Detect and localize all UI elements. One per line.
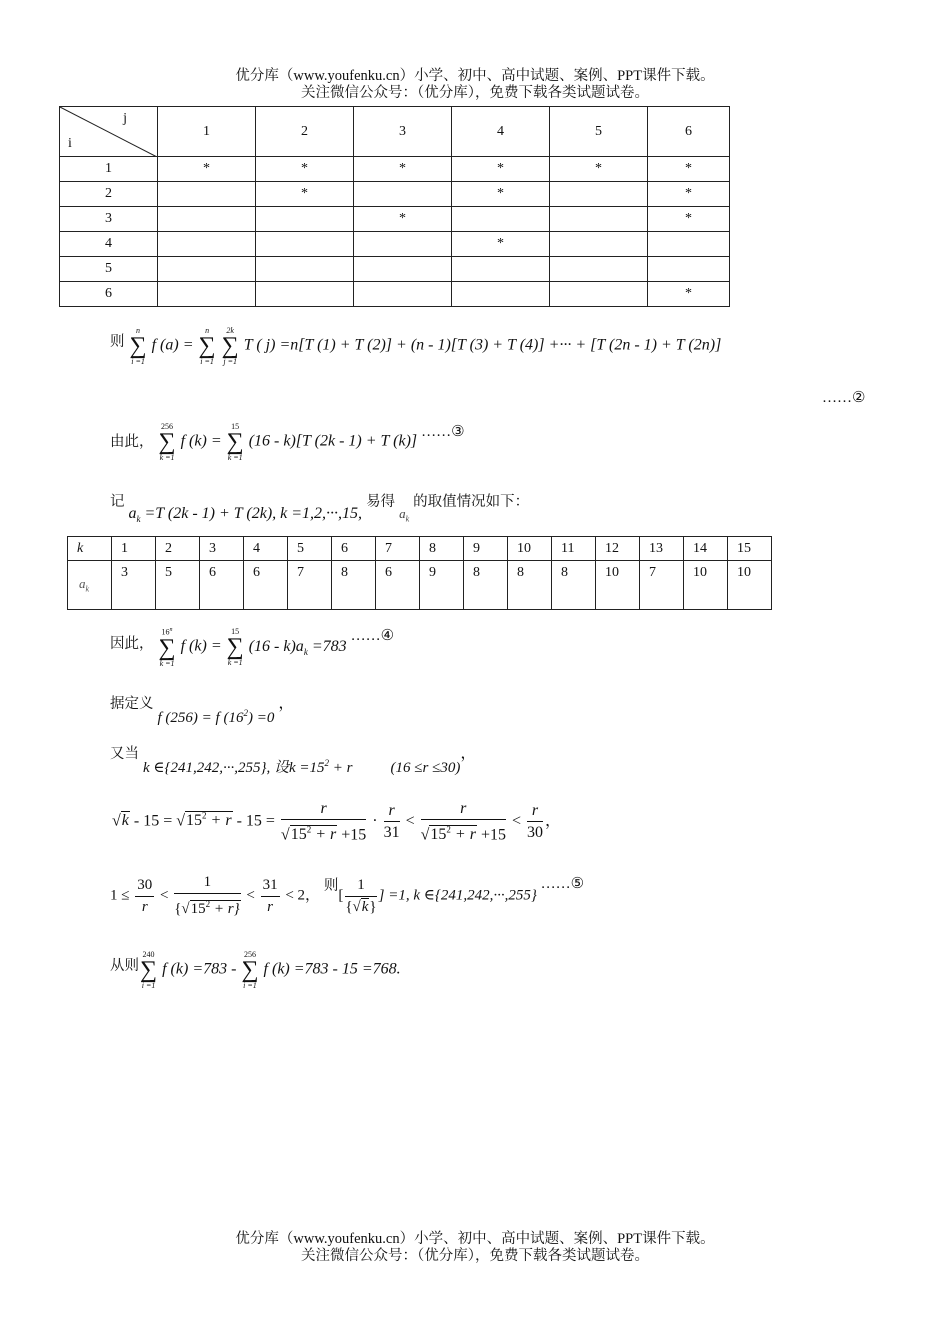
k-cell: 14 [684, 537, 728, 561]
row-label: 3 [60, 207, 158, 232]
cell [354, 232, 452, 257]
cell: * [648, 182, 730, 207]
col-header: 3 [354, 107, 452, 157]
k-cell: 11 [552, 537, 596, 561]
def-middle: 易得 [366, 494, 396, 510]
corner-cell [60, 107, 158, 157]
table-row [60, 207, 730, 232]
cell [256, 207, 354, 232]
cell: * [648, 157, 730, 182]
footer-line-2: 关注微信公众号：（优分库），免费下载各类试题试卷。 [301, 1248, 649, 1264]
table-row [60, 282, 730, 307]
sum-sign: 256 ∑ i =1 [241, 950, 259, 990]
cell [354, 257, 452, 282]
sum-sign: 256 ∑ k =1 [158, 422, 176, 462]
cell [550, 182, 648, 207]
table-row [60, 257, 730, 282]
marker-4: ……④ [350, 628, 395, 644]
def-ak: ak [399, 506, 410, 524]
ak-cell: 6 [376, 561, 420, 610]
ak-cell: 3 [112, 561, 156, 610]
cell [550, 207, 648, 232]
corner-diagonal [60, 107, 157, 157]
eq2-rhs: T ( j) =n[T (1) + T (2)] + (n - 1)[T (3) + T (4)] +··· + [T (2n - 1) + T (2n)] [243, 336, 722, 354]
cell [550, 282, 648, 307]
cell [550, 232, 648, 257]
eq5-suffix: ， [278, 695, 295, 712]
ak-cell: 7 [640, 561, 684, 610]
definition-line [110, 490, 530, 525]
row-label: 6 [60, 282, 158, 307]
cell [256, 232, 354, 257]
sqrt-k: √k [112, 812, 129, 830]
fraction: $\frac{r}{√15^2 + r +15}$ [280, 800, 367, 844]
less-than: < [246, 887, 255, 904]
cell: * [648, 207, 730, 232]
minus-15: - 15 = [129, 812, 173, 830]
k-cell: 13 [640, 537, 684, 561]
star-table [59, 106, 730, 307]
cell [452, 207, 550, 232]
table-row [60, 232, 730, 257]
sum-sign: 2k ∑ j =1 [221, 326, 239, 366]
eq4-term1: f (k) = [180, 637, 222, 655]
equation-3 [110, 422, 465, 462]
ak-cell: 9 [420, 561, 464, 610]
k-cell: 6 [332, 537, 376, 561]
cell [550, 257, 648, 282]
marker-5: ……⑤ [540, 876, 585, 892]
marker-3: ……③ [421, 424, 465, 440]
then: 则 [323, 878, 339, 894]
equation-k-range [110, 740, 477, 776]
cell [158, 232, 256, 257]
footer-line-1: 优分库（www.youfenku.cn）小学、初中、高中试题、案例、PPT课件下载。 [235, 1231, 715, 1247]
cell [158, 182, 256, 207]
page-header [0, 68, 950, 102]
cell [354, 182, 452, 207]
less-than: < [511, 812, 521, 830]
k-cell: 15 [728, 537, 772, 561]
sum-sign: n ∑ i =1 [198, 326, 216, 366]
cell: * [256, 157, 354, 182]
eq3-term1: f (k) = [180, 432, 222, 450]
dot: · [372, 812, 378, 830]
final-term1: f (k) =783 - [162, 960, 237, 978]
ak-cell: 7 [288, 561, 332, 610]
fraction: $\frac{31}{r}$ [262, 876, 278, 915]
k-cell: 2 [156, 537, 200, 561]
table-row [60, 182, 730, 207]
final-prefix: 从则 [110, 958, 139, 974]
page-footer [0, 1231, 950, 1265]
table-row-ak [68, 561, 772, 610]
corner-i: i [68, 136, 72, 151]
sum-sign: 15 ∑ k =1 [226, 626, 244, 667]
equation-final [110, 950, 401, 990]
corner-j: j [123, 111, 127, 126]
row-label: 1 [60, 157, 158, 182]
fraction: $\frac{1}{\{√k\}}$ [345, 876, 377, 915]
equation-sqrt [112, 800, 561, 843]
comma: ， [305, 887, 321, 904]
cell [256, 257, 354, 282]
cell: * [648, 282, 730, 307]
eq3-prefix: 由此， [110, 434, 154, 450]
k-cell: 1 [112, 537, 156, 561]
eq4-prefix: 因此， [110, 636, 154, 652]
ak-table [67, 536, 772, 610]
k-cell: 5 [288, 537, 332, 561]
tail: < 2 [285, 887, 306, 904]
cell [452, 282, 550, 307]
table-row-k [68, 537, 772, 561]
ak-cell: 8 [332, 561, 376, 610]
cell: * [550, 157, 648, 182]
left-bracket: [ [338, 887, 344, 904]
cell: * [452, 157, 550, 182]
k-cell: 8 [420, 537, 464, 561]
less-than: < [159, 887, 169, 904]
eq3-term2: (16 - k)[T (2k - 1) + T (k)] [248, 432, 418, 450]
col-header: 5 [550, 107, 648, 157]
def-formula: $a_k =T$ (2k - 1) + T (2k), k =1,2,···,15, [128, 505, 363, 525]
equation-f256 [110, 690, 295, 726]
col-header: 6 [648, 107, 730, 157]
eq5-prefix: 据定义 [110, 696, 154, 712]
cell: * [452, 232, 550, 257]
fraction: $\frac{30}{r}$ [137, 876, 153, 915]
fraction: $\frac{r}{√15^2 + r +15}$ [420, 800, 506, 844]
cell [256, 282, 354, 307]
ak-cell: 8 [508, 561, 552, 610]
eq2-prefix: 则 [110, 334, 125, 350]
ak-cell: 5 [156, 561, 200, 610]
cell [648, 257, 730, 282]
equation-2 [110, 326, 721, 366]
fraction: $\frac{r}{31}$ [383, 802, 400, 842]
cell: * [452, 182, 550, 207]
sqrt-inner: $√15^2 + r$ [176, 811, 232, 830]
k-cell: 4 [244, 537, 288, 561]
ak-cell: 6 [200, 561, 244, 610]
cell: * [354, 157, 452, 182]
final-term2: f (k) =783 - 15 =768. [263, 960, 401, 978]
def-suffix: 的取值情况如下： [413, 494, 530, 510]
ak-cell: 10 [596, 561, 640, 610]
row-label-k: k [68, 537, 112, 561]
cell [158, 257, 256, 282]
k-cell: 10 [508, 537, 552, 561]
row-label: 5 [60, 257, 158, 282]
ak-cell: 8 [464, 561, 508, 610]
row-label: 4 [60, 232, 158, 257]
row-label: 2 [60, 182, 158, 207]
marker-2: ……② [822, 390, 866, 406]
equation-4 [110, 626, 394, 668]
cell: * [354, 207, 452, 232]
minus-15: - 15 = [232, 812, 275, 830]
cell [452, 257, 550, 282]
eq6-prefix: 又当 [110, 746, 139, 762]
less-than: < [405, 812, 415, 830]
ak-cell: 8 [552, 561, 596, 610]
suffix: ， [545, 812, 562, 830]
lead: 1 ≤ [110, 887, 130, 904]
sum-sign: 240 ∑ i =1 [140, 950, 158, 990]
eq6-condition: (16 ≤r ≤30) [390, 760, 461, 776]
k-cell: 9 [464, 537, 508, 561]
ak-cell: 6 [244, 561, 288, 610]
k-cell: 12 [596, 537, 640, 561]
eq4-term2: $(16 - k)a_k =783$ [248, 637, 347, 657]
def-prefix: 记 [110, 494, 125, 510]
sum-sign: 16$^n$ ∑ k =1 [158, 627, 176, 668]
k-cell: 3 [200, 537, 244, 561]
rest: ] =1, k ∈{241,242,···,255} [378, 887, 537, 904]
fraction: $\frac{r}{30}$ [527, 802, 543, 842]
header-line-2: 关注微信公众号：（优分库），免费下载各类试题试卷。 [301, 85, 649, 101]
sum-sign: n ∑ i =1 [129, 326, 147, 366]
col-header: 4 [452, 107, 550, 157]
eq2-lhs: f (a) = [151, 336, 194, 354]
col-header: 2 [256, 107, 354, 157]
cell [158, 207, 256, 232]
sum-sign: 15 ∑ k =1 [226, 422, 244, 462]
k-cell: 7 [376, 537, 420, 561]
cell [648, 232, 730, 257]
equation-5 [110, 874, 584, 918]
ak-cell: 10 [728, 561, 772, 610]
cell [354, 282, 452, 307]
eq5-formula: f (256) = f $(16^2) =0$ [157, 708, 275, 726]
eq6-formula: k ∈{241,242,···,255}, 设$k =15^2 + r$ [143, 758, 353, 776]
cell: * [256, 182, 354, 207]
col-header: 1 [158, 107, 256, 157]
header-line-1: 优分库（www.youfenku.cn）小学、初中、高中试题、案例、PPT课件下载。 [235, 68, 715, 84]
cell: * [158, 157, 256, 182]
table-row [60, 157, 730, 182]
fraction: $\frac{1}{\{√15^2 + r\}}$ [174, 874, 240, 917]
ak-cell: 10 [684, 561, 728, 610]
row-label-ak: $a_k$ [68, 561, 112, 610]
eq6-suffix: ， [460, 745, 477, 762]
cell [158, 282, 256, 307]
